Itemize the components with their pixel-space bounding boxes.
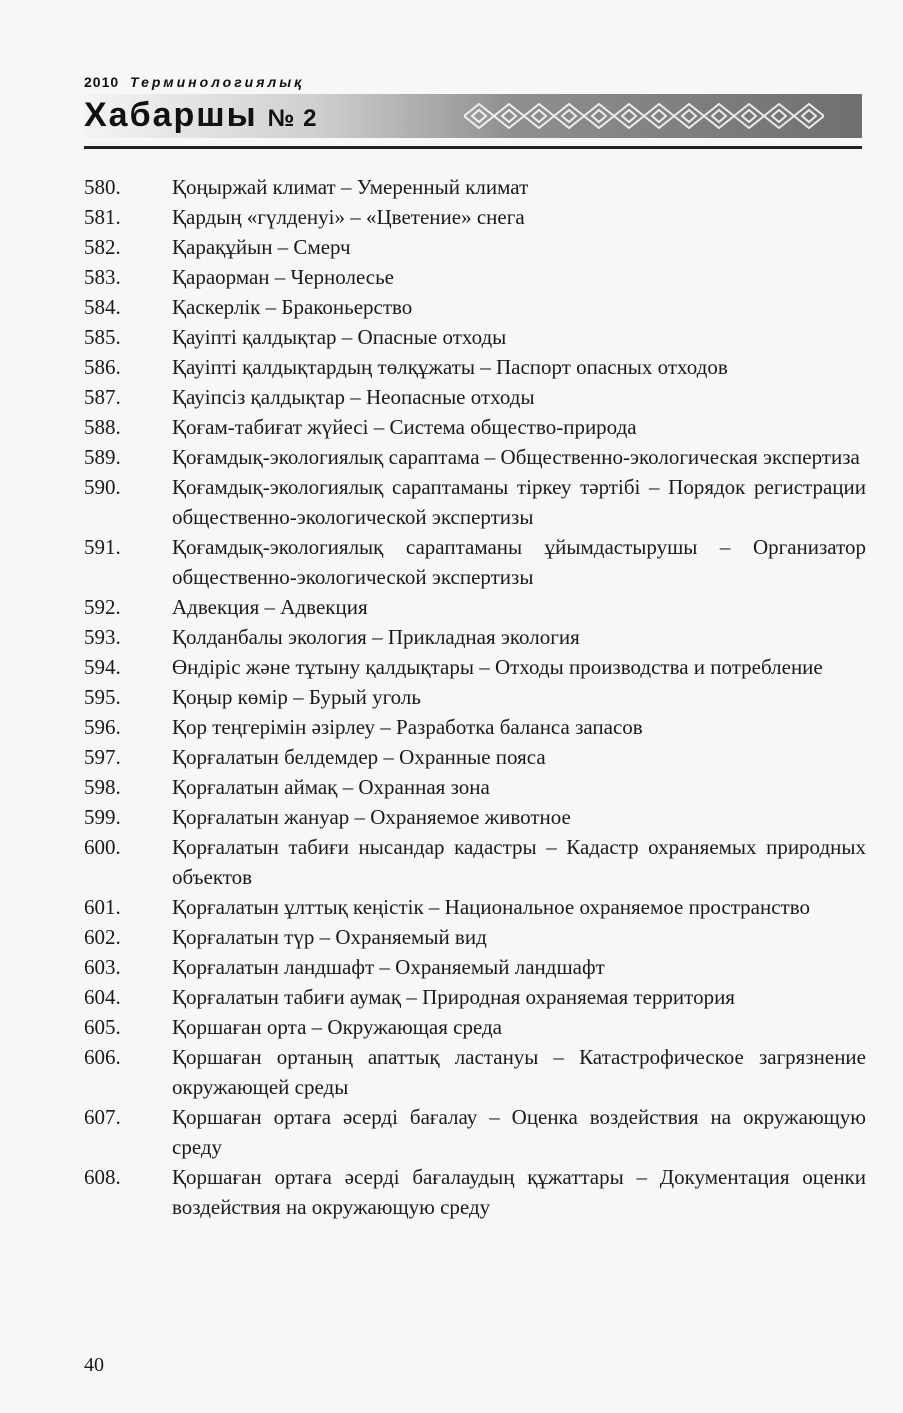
entry-number: 608. <box>84 1165 121 1189</box>
entry-text: Қорғалатын жануар – Охраняемое животное <box>172 805 571 829</box>
term-entry <box>84 922 866 952</box>
entry-number: 596. <box>84 715 121 739</box>
entry-number: 585. <box>84 325 121 349</box>
entry-number: 597. <box>84 745 121 769</box>
entry-number: 599. <box>84 805 121 829</box>
term-entry <box>84 322 866 352</box>
term-entry <box>84 202 866 232</box>
entry-text: Қор теңгерімін әзірлеу – Разработка баланса запасов <box>172 715 643 739</box>
term-entry <box>84 472 866 532</box>
entry-text: Қарақұйын – Смерч <box>172 235 351 259</box>
page-number: 40 <box>84 1354 104 1376</box>
entry-text: Қоңыржай климат – Умеренный климат <box>172 175 529 199</box>
entry-text: Қоршаған ортаға әсерді бағалаудың құжаттары – Документация оценки воздействия на окружающую среду <box>172 1165 866 1219</box>
term-entry <box>84 832 866 892</box>
entry-number: 593. <box>84 625 121 649</box>
entry-number: 590. <box>84 475 121 499</box>
term-entry <box>84 1102 866 1162</box>
entry-text: Қардың «гүлденуі» – «Цветение» снега <box>172 205 525 229</box>
page-header <box>84 74 862 156</box>
entry-number: 594. <box>84 655 121 679</box>
entry-number: 606. <box>84 1045 121 1069</box>
entry-number: 587. <box>84 385 121 409</box>
entry-text: Қоршаған ортаға әсерді бағалау – Оценка воздействия на окружающую среду <box>172 1105 866 1159</box>
entry-number: 591. <box>84 535 121 559</box>
entry-number: 586. <box>84 355 121 379</box>
term-entry <box>84 532 866 592</box>
entry-number: 604. <box>84 985 121 1009</box>
term-entry <box>84 622 866 652</box>
term-entry <box>84 292 866 322</box>
entry-text: Қорғалатын табиғи нысандар кадастры – Кадастр охраняемых природных объектов <box>172 835 866 889</box>
term-entry <box>84 742 866 772</box>
term-entry <box>84 982 866 1012</box>
entry-number: 582. <box>84 235 121 259</box>
entry-text: Қауіпті қалдықтардың төлқұжаты – Паспорт опасных отходов <box>172 355 728 379</box>
term-entry <box>84 382 866 412</box>
entry-text: Қаскерлік – Браконьерство <box>172 295 413 319</box>
entry-number: 603. <box>84 955 121 979</box>
issue-number: № 2 <box>267 105 318 132</box>
entry-text: Қоршаған ортаның апаттық ластануы – Катастрофическое загрязнение окружающей среды <box>172 1045 866 1099</box>
term-entry <box>84 232 866 262</box>
entry-text: Қолданбалы экология – Прикладная экология <box>172 625 580 649</box>
entry-number: 602. <box>84 925 121 949</box>
entry-number: 592. <box>84 595 121 619</box>
term-entry <box>84 802 866 832</box>
entry-text: Қорғалатын табиғи аумақ – Природная охраняемая территория <box>172 985 735 1009</box>
term-entry <box>84 262 866 292</box>
entry-number: 584. <box>84 295 121 319</box>
entry-text: Қауіпсіз қалдықтар – Неопасные отходы <box>172 385 535 409</box>
entry-text: Қоршаған орта – Окружающая среда <box>172 1015 503 1039</box>
term-entry <box>84 412 866 442</box>
term-entry <box>84 172 866 202</box>
ornament-pattern-icon <box>464 100 824 132</box>
term-list <box>84 172 866 1222</box>
entry-text: Өндіріс және тұтыну қалдықтары – Отходы производства и потребление <box>172 655 823 679</box>
entry-number: 581. <box>84 205 121 229</box>
entry-text: Қорғалатын белдемдер – Охранные пояса <box>172 745 546 769</box>
term-entry <box>84 1042 866 1102</box>
entry-number: 589. <box>84 445 121 469</box>
term-entry <box>84 442 866 472</box>
term-entry <box>84 712 866 742</box>
journal-title: Хабаршы <box>84 96 258 134</box>
term-entry <box>84 952 866 982</box>
journal-line <box>84 74 304 90</box>
journal-year: 2010 <box>84 74 120 90</box>
entry-text: Қорғалатын ұлттық кеңістік – Национальное охраняемое пространство <box>172 895 810 919</box>
entry-number: 598. <box>84 775 121 799</box>
entry-number: 580. <box>84 175 121 199</box>
entry-number: 605. <box>84 1015 121 1039</box>
entry-text: Қорғалатын аймақ – Охранная зона <box>172 775 490 799</box>
entry-text: Қоғамдық-экологиялық сараптаманы тіркеу тәртібі – Порядок регистрации общественно-экологической экспертизы <box>172 475 866 529</box>
entry-text: Қоғам-табиғат жүйесі – Система общество-природа <box>172 415 637 439</box>
entry-number: 607. <box>84 1105 121 1129</box>
entry-text: Қорғалатын ландшафт – Охраняемый ландшафт <box>172 955 605 979</box>
entry-number: 588. <box>84 415 121 439</box>
entry-number: 601. <box>84 895 121 919</box>
entry-text: Қоғамдық-экологиялық сараптама – Общественно-экологическая экспертиза <box>172 445 860 469</box>
term-entry <box>84 352 866 382</box>
term-entry <box>84 772 866 802</box>
entry-text: Қоғамдық-экологиялық сараптаманы ұйымдастырушы – Организатор общественно-экологической экспертизы <box>172 535 866 589</box>
entry-number: 595. <box>84 685 121 709</box>
term-entry <box>84 592 866 622</box>
entry-text: Қауіпті қалдықтар – Опасные отходы <box>172 325 507 349</box>
journal-brand <box>84 96 317 135</box>
journal-subtitle: Терминологиялық <box>130 74 305 90</box>
entry-text: Адвекция – Адвекция <box>172 595 368 619</box>
entry-number: 583. <box>84 265 121 289</box>
entry-text: Қоңыр көмір – Бурый уголь <box>172 685 421 709</box>
term-entry <box>84 1012 866 1042</box>
term-entry <box>84 1162 866 1222</box>
term-entry <box>84 682 866 712</box>
entry-text: Қорғалатын түр – Охраняемый вид <box>172 925 487 949</box>
entry-text: Қараорман – Чернолесье <box>172 265 395 289</box>
entry-number: 600. <box>84 835 121 859</box>
term-entry <box>84 652 866 682</box>
header-rule <box>84 146 862 149</box>
term-entry <box>84 892 866 922</box>
